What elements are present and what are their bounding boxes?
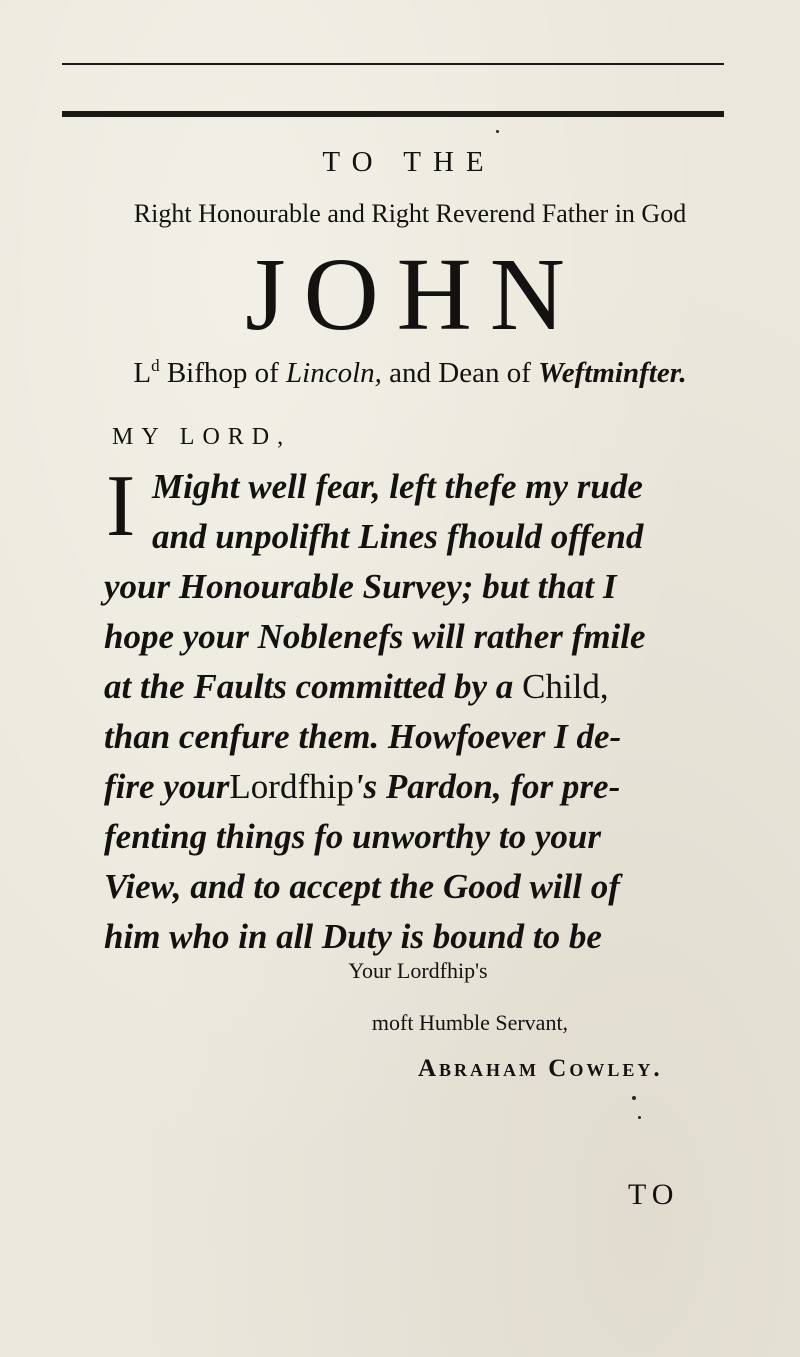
body-line-4: hope your Noblenefs will rather fmile (104, 617, 646, 656)
body-line-2: and unpolifht Lines fhould offend (152, 517, 644, 556)
drop-cap: I (106, 458, 136, 555)
title-superscript: d (151, 356, 160, 375)
body-line-6: than cenfure them. Howfoever I de- (104, 717, 622, 756)
title-prefix: L (133, 357, 152, 389)
closing-humble-servant: moft Humble Servant, (371, 1010, 569, 1035)
top-thick-rule (62, 111, 724, 117)
addressee-title (0, 356, 800, 390)
addressee-line: Right Honourable and Right Reverend Father in God (133, 199, 687, 228)
dedication-body (104, 458, 746, 962)
body-line-8: fenting things fo unworthy to your (104, 817, 601, 856)
salutation: MY LORD, (112, 424, 292, 450)
body-line-5 (104, 662, 746, 712)
top-thin-rule (62, 63, 724, 65)
to-the-heading: TO THE (322, 146, 496, 178)
body-line-10: him who in all Duty is bound to be (104, 917, 602, 956)
child-word: Child, (522, 667, 609, 706)
body-line-3: your Honourable Survey; but that I (104, 567, 617, 606)
title-bishop: Bifhop of (159, 357, 287, 389)
title-lincoln: Lincoln, (286, 357, 382, 389)
body-line-7-text: fire your (104, 767, 230, 806)
body-line-1: Might well fear, left thefe my rude (152, 467, 643, 506)
body-line-9: View, and to accept the Good will of (104, 867, 620, 906)
ink-speck (638, 1116, 641, 1119)
addressee-name: JOHN (245, 237, 583, 352)
title-westminster: Weftminfter. (538, 357, 687, 389)
author-signature: Abraham Cowley. (418, 1055, 663, 1082)
ink-speck (496, 130, 499, 133)
closing-your-lordships: Your Lordfhip's (348, 958, 488, 983)
lordship-word: Lordfhip (229, 767, 354, 806)
catchword: TO (628, 1178, 680, 1211)
title-and-dean: and Dean of (381, 357, 539, 389)
body-line-7 (104, 762, 746, 812)
ink-speck (632, 1096, 636, 1100)
pardon-text: 's Pardon, for pre- (353, 767, 621, 806)
body-line-5-text: at the Faults committed by a (104, 667, 523, 706)
